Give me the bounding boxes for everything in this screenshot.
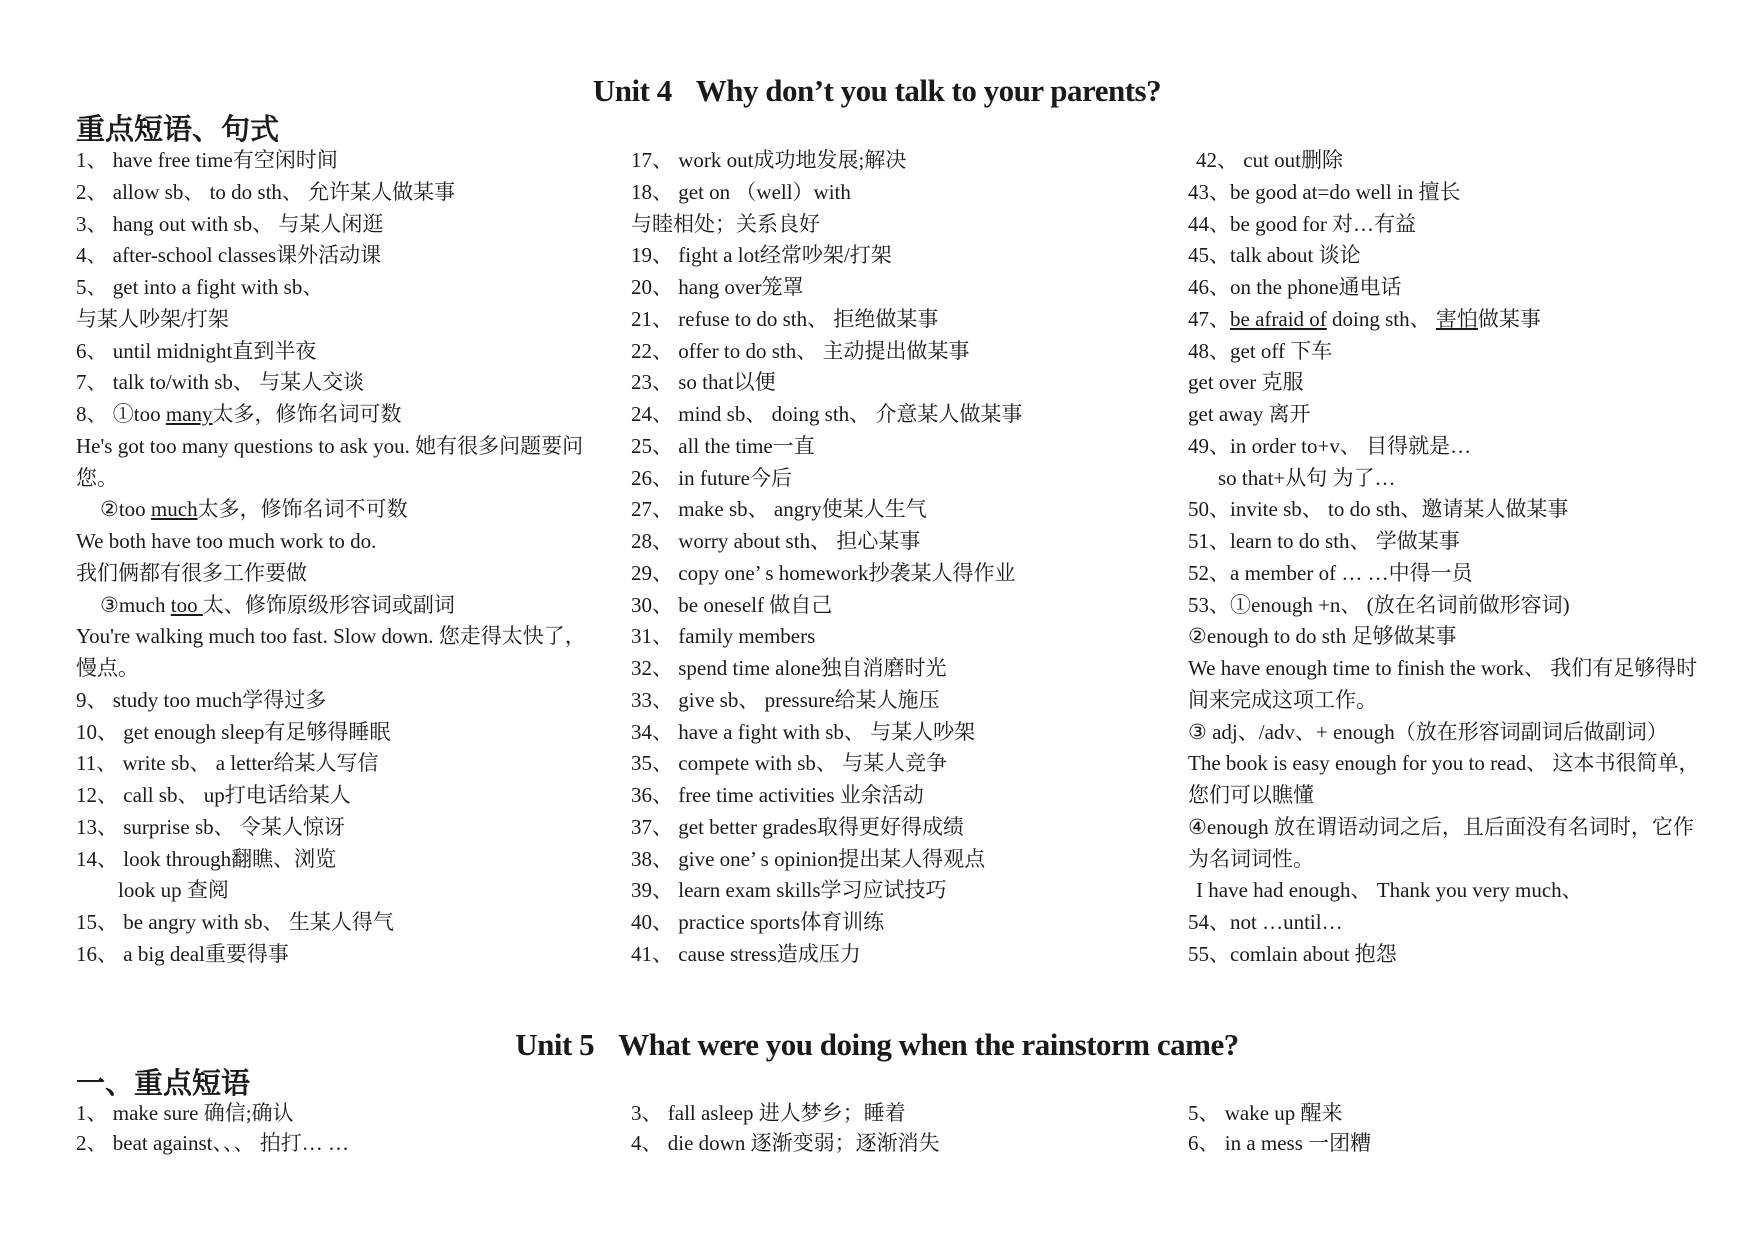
unit4-title [0, 73, 1754, 109]
list-item: 49、in order to+v、 目得就是… [1188, 433, 1472, 458]
list-item: 35、 compete with sb、 与某人竞争 [631, 751, 948, 776]
unit4-section-heading: 重点短语、句式 [76, 112, 280, 146]
list-item: 4、 after-school classes课外活动课 [76, 243, 382, 268]
unit4-number: Unit 4 [592, 73, 672, 108]
list-item: 19、 fight a lot经常吵架/打架 [631, 243, 892, 268]
list-item: 25、 all the time一直 [631, 433, 815, 458]
list-item: 42、 cut out删除 [1196, 148, 1343, 172]
list-item: 10、 get enough sleep有足够得睡眠 [76, 719, 391, 744]
list-item: 37、 get better grades取得更好得成绩 [631, 814, 965, 839]
list-item: 18、 get on （well）with [631, 179, 851, 204]
list-item: 41、 cause stress造成压力 [631, 941, 861, 966]
list-item: 2、 allow sb、 to do sth、 允许某人做某事 [76, 179, 456, 204]
unit5-number: Unit 5 [515, 1027, 595, 1062]
list-item: 39、 learn exam skills学习应试技巧 [631, 878, 947, 903]
list-item: 45、talk about 谈论 [1188, 243, 1361, 268]
list-item: 13、 surprise sb、 令某人惊讶 [76, 814, 345, 839]
list-item: 20、 hang over笼罩 [631, 275, 804, 299]
list-item: 43、be good at=do well in 擅长 [1188, 179, 1461, 204]
list-item: 53、①enough +n、 (放在名词前做形容词) [1188, 592, 1570, 617]
list-item: 与睦相处；关系良好 [631, 211, 820, 236]
list-item: 46、on the phone通电话 [1188, 275, 1402, 299]
list-item: ②enough to do sth 足够做某事 [1188, 624, 1457, 649]
unit4-title-text: Why don’t you talk to your parents? [695, 73, 1162, 108]
list-item: 26、 in future今后 [631, 465, 792, 490]
list-item: 6、 in a mess 一团糟 [1188, 1131, 1372, 1155]
list-item: 17、 work out成功地发展;解决 [631, 148, 907, 172]
list-item: 29、 copy one’ s homework抄袭某人得作业 [631, 560, 1016, 585]
list-item: ④enough 放在谓语动词之后，且后面没有名词时，它作为名词词性。 [1188, 814, 1694, 871]
list-item: 44、be good for 对…有益 [1188, 211, 1417, 236]
list-item: 15、 be angry with sb、 生某人得气 [76, 910, 394, 934]
list-item: 52、a member of … …中得一员 [1188, 560, 1473, 585]
list-item: 4、 die down 逐渐变弱；逐渐消失 [631, 1131, 940, 1155]
list-item: 16、 a big deal重要得事 [76, 941, 289, 966]
unit5-title-text: What were you doing when the rainstorm came? [618, 1027, 1239, 1062]
example-sentence: The book is easy enough for you to read、 这本书很简单，您们可以瞧懂 [1188, 751, 1700, 807]
list-item: 21、 refuse to do sth、 拒绝做某事 [631, 306, 939, 331]
list-item: 3、 hang out with sb、 与某人闲逛 [76, 211, 384, 236]
list-item: 7、 talk to/with sb、 与某人交谈 [76, 370, 365, 395]
unit4-column-1 [76, 145, 596, 971]
list-item: 27、 make sb、 angry使某人生气 [631, 497, 927, 522]
example-sentence: We both have too much work to do. [76, 529, 377, 553]
unit4-column-2 [631, 145, 1171, 971]
list-item: 1、 have free time有空闲时间 [76, 148, 338, 172]
list-item: 30、 be oneself 做自己 [631, 592, 833, 617]
list-item: 2、 beat against、、、 拍打… … [76, 1131, 349, 1155]
list-item: 33、 give sb、 pressure给某人施压 [631, 687, 940, 712]
list-item: 48、get off 下车 [1188, 338, 1333, 363]
list-item: 24、 mind sb、 doing sth、 介意某人做某事 [631, 402, 1023, 426]
list-item: get over 克服 [1188, 370, 1304, 395]
unit5-section-heading: 一、重点短语 [76, 1066, 251, 1100]
unit5-column-1 [76, 1098, 596, 1158]
list-item: ③ adj、/adv、+ enough（放在形容词副词后做副词） [1188, 719, 1668, 744]
list-item: ③much too 太、修饰原级形容词或副词 [100, 592, 455, 617]
list-item: 34、 have a fight with sb、 与某人吵架 [631, 719, 976, 744]
unit5-column-3 [1188, 1098, 1708, 1158]
example-sentence: I have had enough、 Thank you very much、 [1196, 878, 1583, 903]
list-item: so that+从句 为了… [1218, 465, 1396, 490]
list-item: 5、 wake up 醒来 [1188, 1101, 1343, 1125]
list-item: look up 查阅 [118, 878, 229, 903]
unit5-title [0, 1027, 1754, 1063]
list-item: 3、 fall asleep 进人梦乡；睡着 [631, 1101, 906, 1125]
list-item: 28、 worry about sth、 担心某事 [631, 529, 921, 553]
list-item: 47、be afraid of doing sth、 害怕做某事 [1188, 306, 1541, 331]
list-item: 36、 free time activities 业余活动 [631, 783, 924, 807]
list-item: 9、 study too much学得过多 [76, 687, 327, 712]
list-item: 6、 until midnight直到半夜 [76, 338, 317, 363]
list-item: 14、 look through翻瞧、浏览 [76, 846, 337, 871]
example-sentence: We have enough time to finish the work、 我们有足够得时间来完成这项工作。 [1188, 656, 1698, 712]
list-item: 51、learn to do sth、 学做某事 [1188, 529, 1460, 553]
list-item: 8、 ①too many太多，修饰名词可数 [76, 402, 402, 426]
list-item: 12、 call sb、 up打电话给某人 [76, 783, 351, 807]
list-item: 与某人吵架/打架 [76, 306, 229, 331]
list-item: 54、not …until… [1188, 910, 1343, 934]
list-item: get away 离开 [1188, 402, 1311, 426]
list-item: 40、 practice sports体育训练 [631, 910, 885, 934]
list-item: 32、 spend time alone独自消磨时光 [631, 656, 947, 680]
list-item: 11、 write sb、 a letter给某人写信 [76, 751, 379, 776]
example-translation: 我们俩都有很多工作要做 [76, 560, 307, 585]
unit4-column-3 [1188, 145, 1708, 971]
example-sentence: He's got too many questions to ask you. 她有很多问题要问您。 [76, 433, 584, 490]
list-item: ②too much太多，修饰名词不可数 [100, 497, 408, 522]
unit5-column-2 [631, 1098, 1151, 1158]
list-item: 50、invite sb、 to do sth、邀请某人做某事 [1188, 497, 1569, 522]
example-sentence: You're walking much too fast. Slow down. 您走得太快了，慢点。 [76, 624, 586, 680]
list-item: 22、 offer to do sth、 主动提出做某事 [631, 338, 970, 363]
list-item: 55、comlain about 抱怨 [1188, 941, 1397, 966]
list-item: 31、 family members [631, 624, 816, 649]
list-item: 5、 get into a fight with sb、 [76, 275, 324, 299]
list-item: 1、 make sure 确信;确认 [76, 1101, 294, 1125]
list-item: 23、 so that以便 [631, 370, 776, 395]
list-item: 38、 give one’ s opinion提出某人得观点 [631, 846, 986, 871]
